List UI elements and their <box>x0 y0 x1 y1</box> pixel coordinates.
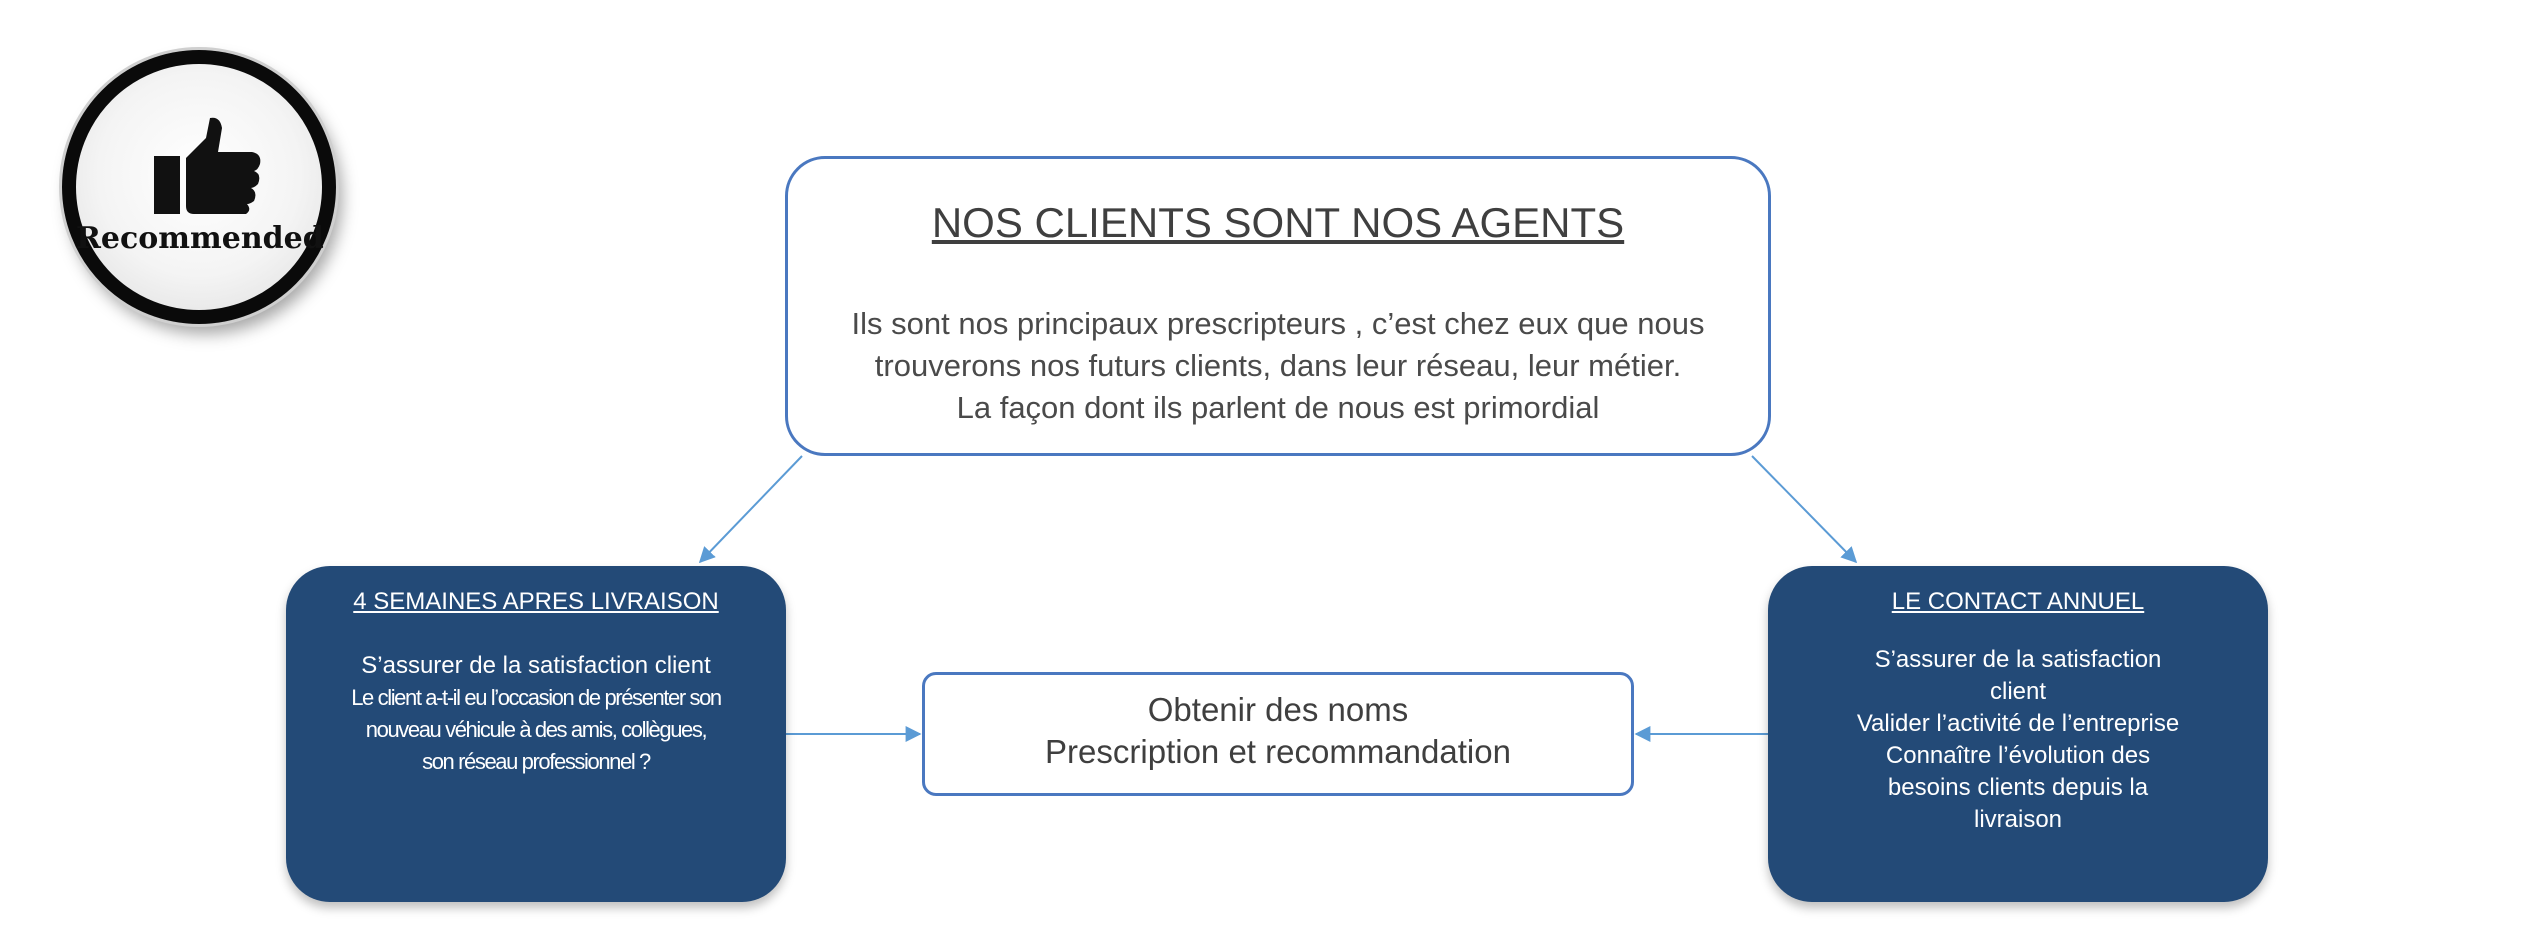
annual-contact-line: Valider l’activité de l’entreprise <box>1856 710 2180 737</box>
annual-contact-body <box>1768 644 2268 836</box>
arrow-top-to-right <box>1752 456 1856 562</box>
four-weeks-line: Le client a-t-il eu l’occasion de présenter son <box>351 685 721 710</box>
main-title: NOS CLIENTS SONT NOS AGENTS <box>931 199 1625 246</box>
arrow-top-to-left <box>700 456 802 562</box>
four-weeks-box <box>286 566 786 902</box>
four-weeks-title: 4 SEMAINES APRES LIVRAISON <box>353 588 719 615</box>
four-weeks-line: son réseau professionnel ? <box>422 749 650 774</box>
outcome-box <box>922 672 1634 796</box>
four-weeks-line: nouveau véhicule à des amis, collègues, <box>365 717 707 742</box>
main-statement-box <box>785 156 1771 456</box>
thumbs-up-icon <box>154 116 264 216</box>
badge-label: Recommended <box>76 221 324 256</box>
outcome-line: Prescription et recommandation <box>1045 733 1511 770</box>
main-description <box>788 303 1768 429</box>
outcome-text <box>925 689 1631 773</box>
four-weeks-body <box>286 650 786 778</box>
annual-contact-line: livraison <box>1973 806 2063 833</box>
annual-contact-line: Connaître l’évolution des <box>1885 742 2151 769</box>
main-line: trouverons nos futurs clients, dans leur réseau, leur métier. <box>874 348 1682 383</box>
four-weeks-line: S’assurer de la satisfaction client <box>361 652 711 679</box>
main-line: Ils sont nos principaux prescripteurs , c’est chez eux que nous <box>851 306 1705 341</box>
annual-contact-line: client <box>1989 678 2047 705</box>
annual-contact-line: besoins clients depuis la <box>1887 774 2149 801</box>
outcome-line: Obtenir des noms <box>1147 691 1409 728</box>
annual-contact-box <box>1768 566 2268 902</box>
annual-contact-line: S’assurer de la satisfaction <box>1874 646 2162 673</box>
annual-contact-title: LE CONTACT ANNUEL <box>1891 588 2145 615</box>
main-line: La façon dont ils parlent de nous est primordial <box>956 390 1600 425</box>
recommended-badge <box>62 50 336 324</box>
